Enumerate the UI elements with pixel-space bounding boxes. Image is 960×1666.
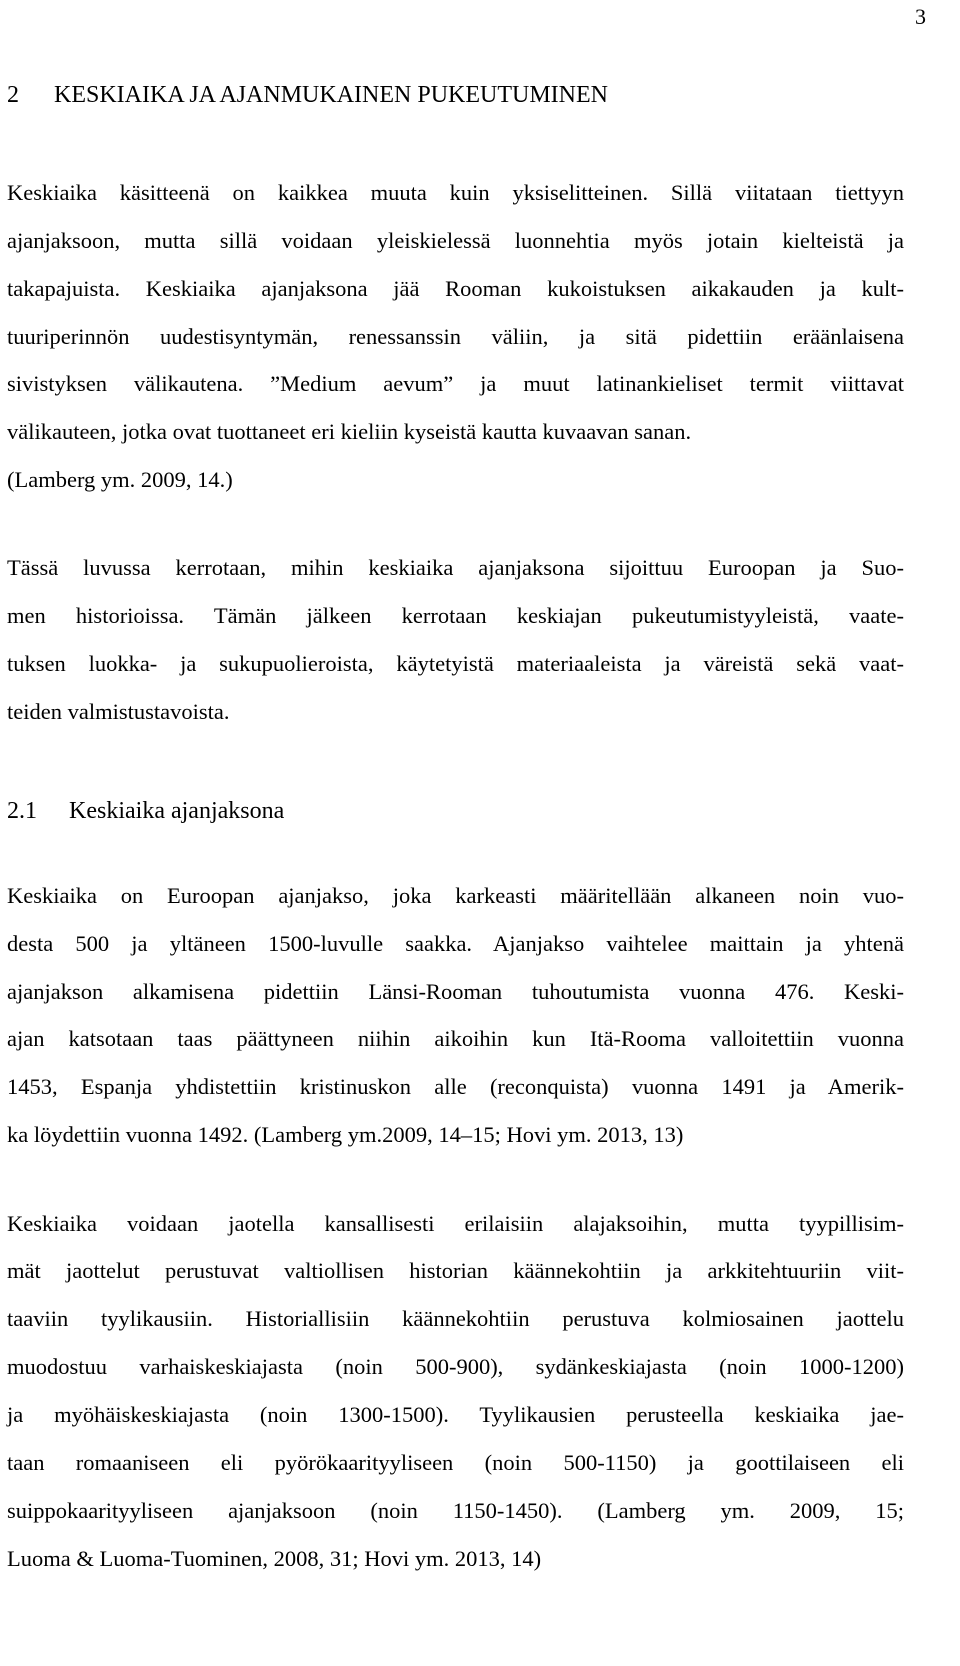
text-line: tuksen luokka- ja sukupuolieroista, käytetyistä materiaaleista ja väreistä sekä vaat- bbox=[7, 651, 904, 676]
section-title: Keskiaika ajanjaksona bbox=[69, 798, 285, 824]
text-line: Keskiaika on Euroopan ajanjakso, joka karkeasti määritellään alkaneen noin vuo- bbox=[7, 883, 904, 908]
text-line: Tässä luvussa kerrotaan, mihin keskiaika ajanjaksona sijoittuu Euroopan ja Suo- bbox=[7, 555, 904, 580]
chapter-heading bbox=[7, 80, 608, 110]
text-line: muodostuu varhaiskeskiajasta (noin 500-900), sydänkeskiajasta (noin 1000-1200) bbox=[7, 1354, 904, 1379]
text-line: taaviin tyylikausiin. Historiallisiin käännekohtiin perustuva kolmiosainen jaottelu bbox=[7, 1306, 904, 1331]
text-line: teiden valmistustavoista. bbox=[7, 699, 230, 724]
text-line: taan romaaniseen eli pyörökaarityyliseen (noin 500-1150) ja goottilaiseen eli bbox=[7, 1450, 904, 1475]
text-line: mät jaottelut perustuvat valtiollisen historian käännekohtiin ja arkkitehtuuriin viit- bbox=[7, 1258, 904, 1283]
text-line: men historioissa. Tämän jälkeen kerrotaan keskiajan pukeutumistyyleistä, vaate- bbox=[7, 603, 904, 628]
text-line: ka löydettiin vuonna 1492. (Lamberg ym.2009, 14–15; Hovi ym. 2013, 13) bbox=[7, 1122, 684, 1147]
text-line: desta 500 ja yltäneen 1500-luvulle saakka. Ajanjakso vaihtelee maittain ja yhtenä bbox=[7, 931, 904, 956]
text-line: ajanjaksoon, mutta sillä voidaan yleiskielessä luonnehtia myös jotain kielteistä ja bbox=[7, 228, 904, 253]
text-line: (Lamberg ym. 2009, 14.) bbox=[7, 467, 233, 492]
section-heading bbox=[7, 796, 284, 826]
text-line: Keskiaika voidaan jaotella kansallisesti erilaisiin alajaksoihin, mutta tyypillisim- bbox=[7, 1211, 904, 1236]
text-line: 1453, Espanja yhdistettiin kristinuskon alle (reconquista) vuonna 1491 ja Amerik- bbox=[7, 1074, 904, 1099]
text-line: suippokaarityyliseen ajanjaksoon (noin 1150-1450). (Lamberg ym. 2009, 15; bbox=[7, 1498, 904, 1523]
text-line: ja myöhäiskeskiajasta (noin 1300-1500). Tyylikausien perusteella keskiaika jae- bbox=[7, 1402, 904, 1427]
text-line: sivistyksen välikautena. ”Medium aevum” ja muut latinankieliset termit viittavat bbox=[7, 371, 904, 396]
page-number: 3 bbox=[915, 4, 926, 29]
text-line: ajanjakson alkamisena pidettiin Länsi-Rooman tuhoutumista vuonna 476. Keski- bbox=[7, 979, 904, 1004]
text-line: välikauteen, jotka ovat tuottaneet eri kieliin kyseistä kautta kuvaavan sanan. bbox=[7, 419, 692, 444]
text-line: Luoma & Luoma-Tuominen, 2008, 31; Hovi ym. 2013, 14) bbox=[7, 1546, 542, 1571]
chapter-title: KESKIAIKA JA AJANMUKAINEN PUKEUTUMINEN bbox=[54, 82, 608, 108]
text-line: tuuriperinnön uudestisyntymän, renessanssin väliin, ja sitä pidettiin eräänlaisena bbox=[7, 324, 904, 349]
text-line: ajan katsotaan taas päättyneen niihin aikoihin kun Itä-Rooma valloitettiin vuonna bbox=[7, 1026, 904, 1051]
section-number: 2.1 bbox=[7, 798, 37, 824]
text-line: Keskiaika käsitteenä on kaikkea muuta kuin yksiselitteinen. Sillä viitataan tiettyyn bbox=[7, 180, 904, 205]
text-line: takapajuista. Keskiaika ajanjaksona jää Rooman kukoistuksen aikakauden ja kult- bbox=[7, 276, 904, 301]
chapter-number: 2 bbox=[7, 82, 19, 108]
